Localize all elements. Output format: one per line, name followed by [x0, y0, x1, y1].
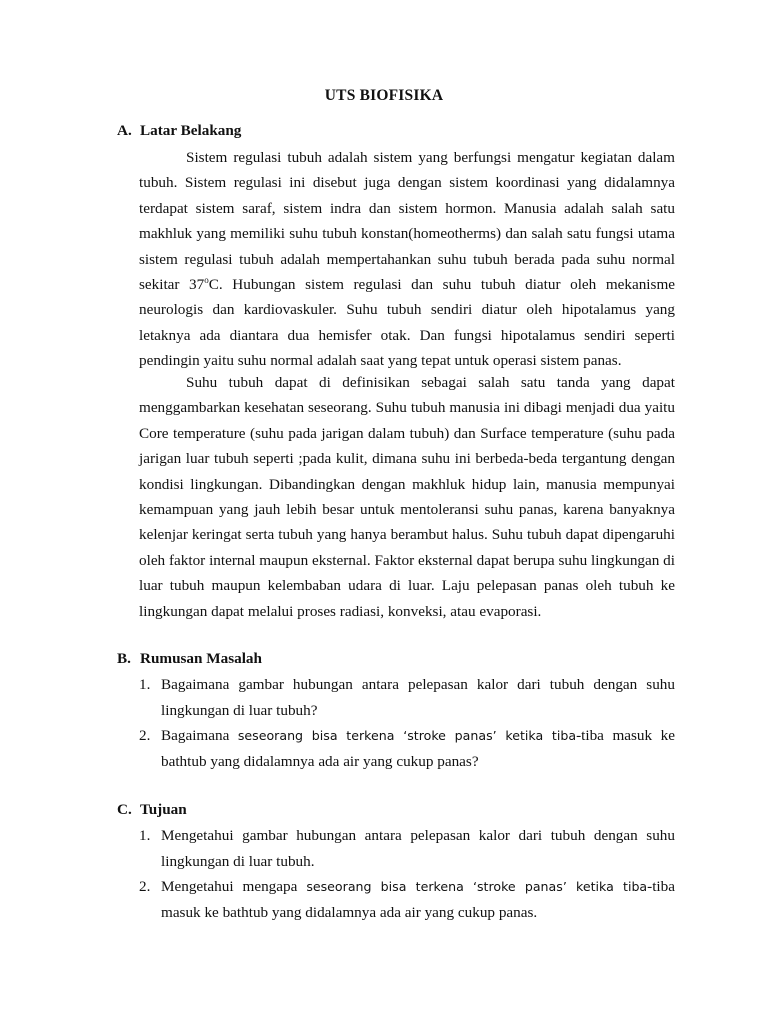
section-a-paragraph-2	[139, 370, 675, 624]
section-a-paragraph-1	[139, 145, 675, 374]
list-item-number: 2.	[139, 878, 151, 895]
section-c-title: Tujuan	[140, 801, 187, 818]
degree-superscript: o	[204, 274, 209, 285]
list-item-text	[161, 874, 675, 925]
section-c-letter: C.	[117, 801, 132, 818]
list-item-number: 2.	[139, 727, 151, 744]
document-title: UTS BIOFISIKA	[324, 87, 444, 104]
list-item-text-pre: Bagaimana	[161, 727, 238, 744]
section-b-letter: B.	[117, 650, 131, 667]
section-b-heading	[117, 650, 262, 668]
list-item-text-sans: seseorang bisa terkena ‘stroke panas’ ketika tiba	[237, 728, 577, 743]
list-item-text-sans: seseorang bisa terkena ‘stroke panas’ ketika tiba	[306, 879, 648, 894]
list-item	[139, 723, 675, 774]
section-c-heading	[117, 801, 187, 819]
list-item	[139, 874, 675, 925]
list-item-number: 1.	[139, 676, 151, 693]
paragraph-2-text: Suhu tubuh dapat di definisikan sebagai salah satu tanda yang dapat menggambarkan kesehatan seseorang. Suhu tubuh manusia ini dibagi menjadi dua yaitu Core temperature (suhu pada jarigan dalam tubuh) dan Surface temperature (suhu pada jarigan luar tubuh seperti ;pada kulit, dimana suhu ini berbeda-beda tergantung dengan kondisi lingkungan. Dibandingkan dengan makhluk hidup lain, manusia mempunyai kemampuan yang jauh lebih besar untuk mentoleransi suhu panas, karena banyaknya kelenjar keringat serta tubuh yang hanya berambut halus. Suhu tubuh dapat dipengaruhi oleh faktor internal maupun eksternal. Faktor eksternal dapat berupa suhu lingkungan di luar tubuh maupun kelembaban udara di luar. Laju pelepasan panas oleh tubuh ke lingkungan dapat melalui proses radiasi, konveksi, atau evaporasi.	[139, 374, 675, 620]
section-b-title: Rumusan Masalah	[140, 650, 262, 667]
paragraph-1-text: Sistem regulasi tubuh adalah sistem yang berfungsi mengatur kegiatan dalam tubuh. Sistem regulasi ini disebut juga dengan sistem koordinasi yang didalamnya terdapat sistem saraf, sistem indra dan sistem hormon. Manusia adalah salah satu makhluk yang memiliki suhu tubuh konstan(homeotherms) dan salah satu fungsi utama sistem regulasi tubuh adalah mempertahankan suhu tubuh berada pada suhu normal sekitar 37	[139, 149, 675, 294]
section-a-heading	[117, 122, 241, 140]
list-item	[139, 823, 675, 874]
list-item-text: Bagaimana gambar hubungan antara pelepasan kalor dari tubuh dengan suhu lingkungan di luar tubuh?	[161, 676, 675, 719]
list-item-text	[161, 723, 675, 774]
paragraph-1-text-rest: C. Hubungan sistem regulasi dan suhu tubuh diatur oleh mekanisme neurologis dan kardiovaskuler. Suhu tubuh sendiri diatur oleh hipotalamus yang letaknya ada diantara dua hemisfer otak. Dan fungsi hipotalamus sendiri seperti pendingin yaitu suhu normal adalah saat yang tepat untuk operasi sistem panas.	[139, 276, 675, 370]
list-item	[139, 672, 675, 723]
section-a-title: Latar Belakang	[140, 122, 242, 139]
list-item-number: 1.	[139, 827, 151, 844]
list-item-text: Mengetahui gambar hubungan antara pelepasan kalor dari tubuh dengan suhu lingkungan di luar tubuh.	[161, 827, 675, 870]
section-a-letter: A.	[117, 122, 132, 139]
list-item-text-post: -tiba masuk ke bathtub yang didalamnya ada air yang cukup panas.	[161, 878, 675, 921]
list-item-text-post: -tiba masuk ke bathtub yang didalamnya ada air yang cukup panas?	[161, 727, 675, 770]
list-item-text-pre: Mengetahui mengapa	[161, 878, 307, 895]
